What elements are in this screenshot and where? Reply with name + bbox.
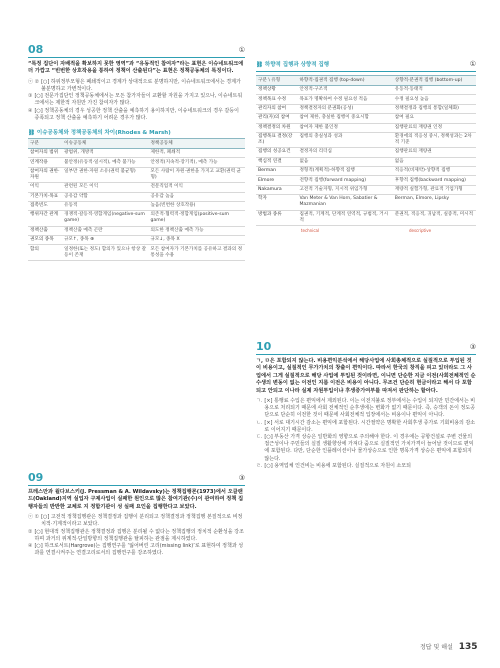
comparison-table-cell: 후향적 집행(backward mapping) <box>393 176 476 185</box>
issue-table-row <box>28 236 245 245</box>
comparison-table-cell: 유동적·동태적 <box>393 86 476 95</box>
comparison-table-cell: Berman, Elmore, Lipsky <box>393 195 476 210</box>
q08-answer: ① <box>238 45 245 54</box>
comparison-table-cell: 정책상황 <box>256 86 297 95</box>
comparison-table-cell: Nakamura <box>256 185 297 194</box>
issue-table-row <box>28 192 245 201</box>
comparison-table-cell: 핵심적 연결 <box>256 157 297 166</box>
comparison-table-cell: 관리(자)의 참여 <box>256 114 297 123</box>
comparison-table-row <box>256 86 476 95</box>
comparison-table-row <box>256 167 476 176</box>
page-number: 135 <box>458 642 478 652</box>
issue-table-row <box>28 201 245 210</box>
comparison-table-cell: Berman <box>256 167 297 176</box>
q10-item-mark: ㄱ. <box>256 398 263 405</box>
q09-header <box>28 470 245 486</box>
q10-item-text: [○] 부동산 가격 상승은 일반화의 영향으로 주의해야 한다. 이 경우에는 공항건설로 주변 건물의 접근성이나 주민들의 실질 생활향상에 가져다 줌으로 실질적인 가치가격이 늘어날 것이므로 편익에 포함된다. 다만, 단순한 인플레이션이나 물가상승으로 인한 명목가격 상승은 편익에 포함되지 않는다. <box>264 434 474 462</box>
q08-item-text: [○] 정책공동체의 경우 성공한 정책 산출을 예측하기 용이하지만, 이슈네트워크의 경우 갈등이 증폭되고 정책 산출을 예측하기 어려운 경우가 많다. <box>34 107 239 121</box>
issue-table-cell: 공유감 약함 <box>62 192 148 201</box>
comparison-table-cell: 없음 <box>297 157 392 166</box>
comparison-table-cell: 정책결정자의 분권화(공성) <box>297 104 392 113</box>
q10-item-text: [○] 용역업체 인건비는 비용에 포함된다. 실질적으로 자원이 소모되 <box>264 462 411 469</box>
issue-table-cell: 이익 <box>28 183 62 192</box>
comparison-table-header-cell: 하향적·집권적 집행 (top-down) <box>297 76 392 86</box>
comparison-table-cell: 관리자의 참여 <box>256 104 297 113</box>
issue-table-cell: 일정한(또는 정도) 합의가 있으나 항상 갈등이 존재 <box>62 245 148 260</box>
comparison-header <box>256 56 476 72</box>
issue-table-header-cell: 구분 <box>28 139 62 149</box>
comparison-table-row <box>256 95 476 104</box>
issue-table-cell: 규모↑, 종목 ⊕ <box>62 236 148 245</box>
comparison-table-cell: 정책결정과 집행의 통합(일체화) <box>393 104 476 113</box>
comparison-table-cell: 정책결정의 차원 <box>256 123 297 132</box>
right-column <box>256 0 476 469</box>
q09-item-text: [○] 하크로서트(Hargrove)는 집행연구를 ‘잃어버린 고리(missing link)’로 표현하여 정책과 성과를 연결시켜주는 연결고리로서의 집행연구를 강조하였다. <box>34 543 244 557</box>
comparison-table-cell: 목표가 명확하여 수정 필요성 적음 <box>297 95 392 104</box>
comparison-table-cell: 집행관료의 재량권 인정 <box>393 123 476 132</box>
issue-table-cell: 관련된 모든 이익 <box>62 183 148 192</box>
comparison-table-cell: 결정자의 리더십 <box>297 148 392 157</box>
q09-item-text: [○] 현대적 정책집행관은 정책결정과 집행은 분리될 수 없다는 정책집행의 정치적 순환성을 강조하며 과거의 위계적·단일방향의 정책집행관을 탈피하는 관점을 제시하였다. <box>34 528 244 542</box>
issue-table-cell: 모든 사람이 자원·권한을 가지고 교환(권력 균형) <box>148 167 245 182</box>
q09-item-mark: ⓥ ① <box>28 514 40 521</box>
issue-table-cell: 합의 <box>28 245 62 260</box>
q08-header <box>28 42 245 58</box>
comparison-title: 하향적 집행과 상향적 집행 <box>264 61 330 68</box>
issue-table-cell: 정책산출 <box>28 226 62 235</box>
q10-item <box>256 420 476 434</box>
issue-table-header-cell: 정책공동체 <box>148 139 245 149</box>
comparison-table-row <box>256 123 476 132</box>
q08-item-mark: ⓥ ② <box>28 78 40 85</box>
q08-item-text: [○] 전문가집단인 정책공동체에서는 모든 참가자들이 교환할 자원을 가지고 있으나, 이슈네트워크에서는 제한적 자원만 가진 참여자가 많다. <box>34 93 243 107</box>
issue-table-row <box>28 226 245 235</box>
q10-item <box>256 434 476 463</box>
comparison-table-cell: 고전적 기술자형, 지시적 위임가형 <box>297 185 392 194</box>
q08-item <box>28 108 245 122</box>
comparison-table-cell: 집권적, 기계적, 단계적 연역적, 규범적, 거시적 <box>297 210 392 225</box>
topdown-bottomup-table <box>256 75 476 226</box>
issue-table-cell: 기본가치·목표 <box>28 192 62 201</box>
q08-item-mark: ③ <box>28 93 33 100</box>
page-footer <box>420 642 478 652</box>
issue-table-row <box>28 149 245 158</box>
q09-item-mark: ② <box>28 528 33 535</box>
comparison-table-row <box>256 157 476 166</box>
comparison-table-cell: 없음 <box>393 157 476 166</box>
q09-item <box>28 543 245 557</box>
q09-item <box>28 529 245 543</box>
issue-table-cell: 규모↓, 종목 X <box>148 236 245 245</box>
comparison-table-cell: 방법과 종류 <box>256 210 297 225</box>
comparison-table-cell: Van Meter & Van Horn, Sabatier & Mazmanian <box>297 195 392 210</box>
link-icon: ⛓ <box>28 130 35 137</box>
q09-number: 09 <box>28 471 44 484</box>
issue-table-cell: 유동적 <box>62 201 148 210</box>
issue-table-cell: 일부만 권한·자원 소유(권력 불균형) <box>62 167 148 182</box>
q10-answer: ③ <box>469 342 476 351</box>
comparison-table-cell: 안정적·구조적 <box>297 86 392 95</box>
q10-item <box>256 398 476 420</box>
comparison-table-cell: 재량적 실험가형, 관료적 기업가형 <box>393 185 476 194</box>
issue-table-cell: 의존적·협력적·정합게임(positive-sum game) <box>148 211 245 226</box>
q10-item-mark: ㄹ. <box>256 462 263 469</box>
q08-item-mark: ④ <box>28 107 33 114</box>
issue-table-cell: 경쟁적·갈등적·영합게임(negative-sum game) <box>62 211 148 226</box>
q10-item <box>256 463 476 470</box>
comparison-table-header-cell: 구분 \ 유형 <box>256 76 297 86</box>
q09-items <box>28 514 245 557</box>
label-descriptive: descriptive <box>408 227 432 233</box>
q10-block <box>256 339 476 470</box>
comparison-table-cell: 집행의 성공요건 <box>256 148 297 157</box>
issue-table-cell: 권모의 종목 <box>28 236 62 245</box>
issue-table-cell: 광범위, 개방적 <box>62 149 148 158</box>
issue-table-cell: 전문직업적 이익 <box>148 183 245 192</box>
q08-item <box>28 93 245 107</box>
comparison-table-cell: 집행관료의 재량권 <box>393 148 476 157</box>
q08-item <box>28 79 245 93</box>
comparison-table-cell: 정형적(계획적)·하향적 집행 <box>297 167 392 176</box>
comparison-table-row <box>256 148 476 157</box>
q08-items <box>28 79 245 122</box>
issue-table-cell: 제한적, 폐쇄적 <box>148 149 245 158</box>
comparison-table-row <box>256 132 476 147</box>
issue-table-row <box>28 245 245 260</box>
comparison-table-cell: 참여 필요 <box>393 114 476 123</box>
q10-number: 10 <box>256 340 272 353</box>
q10-item-mark: ㄷ. <box>256 434 263 441</box>
left-column <box>28 0 245 557</box>
issue-table-cell: 불안정(유동적·일시적), 예측 불가능 <box>62 158 148 167</box>
q08-number: 08 <box>28 43 44 56</box>
q10-items <box>256 398 476 470</box>
comparison-table-row <box>256 176 476 185</box>
comparison-table-row <box>256 195 476 210</box>
q08-table-title: ⛓ 이슈공동체와 정책공동체의 차이(Rhodes & Marsh) <box>28 130 171 137</box>
q10-item-text: [×] 통행료 수입은 편익에서 제외된다. 이는 이전지불로 정부에서는 수입이 되지만 민간에서는 비용으로 처리되기 때문에 사회 전체적인 순후생에는 변화가 없기 때문이다. 즉, 승객의 돈이 정도공단으로 단순히 이전한 것이 때문에 사회전체적 입장에서는 비용이나 편익이 아니다. <box>264 398 476 419</box>
issue-table-cell: 모든 참여자가 기본가치를 공유하고 결과의 정통성을 수용 <box>148 245 245 260</box>
comparison-table-cell: 집행목표 결정(강조) <box>256 132 297 147</box>
footer-label: 정답 및 해설 <box>420 644 453 651</box>
q09-block <box>28 470 245 557</box>
comparison-table-cell: 환경에의 적응성 중시, 정책성과는 2차적 기준 <box>393 132 476 147</box>
issue-policy-table <box>28 138 245 261</box>
issue-table-cell: 연계작용 <box>28 158 62 167</box>
q09-item-text: [○] 고전적 정책집행관은 정책결정과 집행이 분리되고 정책결정과 정책집행 본질적으로 비정치적·기계적이라고 보았다. <box>41 514 243 528</box>
issue-table-row <box>28 167 245 182</box>
comparison-table-cell: 참여 제한, 충실한 집행이 중요시함 <box>297 114 392 123</box>
comparison-table-cell: 집행의 충실성과 성과 <box>297 132 392 147</box>
issue-table-cell: 참여자의 권한·자원 <box>28 167 62 182</box>
comparison-table-header-cell: 상향적·분권적 집행 (bottom-up) <box>393 76 476 86</box>
issue-table-cell: 행위자간 관계 <box>28 211 62 226</box>
comparison-table-cell: 적응적(비제약)·상향적 집행 <box>393 167 476 176</box>
comparison-table-cell: Elmore <box>256 176 297 185</box>
comparison-table-cell: 참여자 제한 불인정 <box>297 123 392 132</box>
q10-item-text: [×] 서로 대기시간 감소는 편익에 포함된다. 시간절약은 명확한 사회후생 증가로 기회비용의 감소로 이어지기 때문이다. <box>264 419 476 433</box>
comparison-table-row <box>256 114 476 123</box>
comparison-table-cell: 수정 필요성 높음 <box>393 95 476 104</box>
issue-table-cell: 높음(빈번한 상호작용) <box>148 201 245 210</box>
issue-table-cell: 공유감 높음 <box>148 192 245 201</box>
link-icon: ⛓ <box>256 61 263 68</box>
issue-table-cell: 참여자의 범위 <box>28 149 62 158</box>
q09-item-mark: ④ <box>28 543 33 550</box>
issue-table-cell: 안정적(지속적·장기적), 예측 가능 <box>148 158 245 167</box>
issue-table-row <box>28 211 245 226</box>
comparison-table-cell: 분권적, 적응적, 귀납적, 실증적, 미시적 <box>393 210 476 225</box>
comparison-table-cell: 학자 <box>256 195 297 210</box>
q08-item-text: [○] 하위정부모형은 폐쇄적이고 경계가 상대적으로 분명하지만, 이슈네트워크에서는 경계가 불분명하고 가변적이다. <box>41 78 241 93</box>
issue-table-cell: 의도한 정책산출 예측 가능 <box>148 226 245 235</box>
q09-answer: ③ <box>238 473 245 482</box>
q10-stem: ㄱ, ㅁ은 포함되지 않는다. 비용편익분석에서 해당사업에 사회총체적으로 실질적으로 투입된 것이 비용이고, 실질적인 무가가치의 창출이 편익이다. 따라서 한국의 창직을 피고 있더라도 그 사업에서 그게 실질적으로 해당 사업에 투입된 것이라면, 이니면 단순한 지금 이전(사회전체적인 순수생의 변동이 없는 이전인 지름 이전은 비용이 아니다. 무조건 단순히 현금이라고 해서 다 포함되고 안되고 이나라 실제 자원투입이냐 후생증가여부를 따져서 판단하는 할아다. <box>256 358 476 394</box>
q10-header <box>256 339 476 355</box>
issue-table-row <box>28 158 245 167</box>
q09-stem: 프레스만과 윌다브스키(J. Pressman & A. Wildavsky)는 정책집행론(1973)에서 오클랜드(Oakland)지역 실업자 구제사업이 실패한 원인으로 많은 참여기관(수)이 관여하여 정책 집행자들의 반반한 교체로 지 정합기관이 성 실패 요인을 집행한다고 보았다. <box>28 489 244 510</box>
q08-stem: “특정 집단이 자배적을 확보하지 못한 영역”과 “유동적인 참여자”라는 표현은 이슈네트워크에 더 가깝고 “빈번한 상호작용을 통하여 정책이 산출된다”는 표현은 정책공동체의 특징이다. <box>28 61 244 75</box>
issue-table-row <box>28 183 245 192</box>
table-labels <box>256 228 476 233</box>
q09-item <box>28 514 245 528</box>
comparison-answer: ① <box>469 59 476 68</box>
label-technical: technical <box>300 227 320 233</box>
comparison-table-cell: 정책목표 수정 <box>256 95 297 104</box>
comparison-table-cell: 전향적 집행(forward mapping) <box>297 176 392 185</box>
comparison-table-row <box>256 185 476 194</box>
issue-table-header-cell: 이슈공동체 <box>62 139 148 149</box>
comparison-table-row <box>256 104 476 113</box>
comparison-table-row <box>256 210 476 225</box>
issue-table-cell: 정책산출 예측 곤란 <box>62 226 148 235</box>
q10-item-mark: ㄴ. <box>256 419 263 426</box>
issue-table-cell: 접촉빈도 <box>28 201 62 210</box>
